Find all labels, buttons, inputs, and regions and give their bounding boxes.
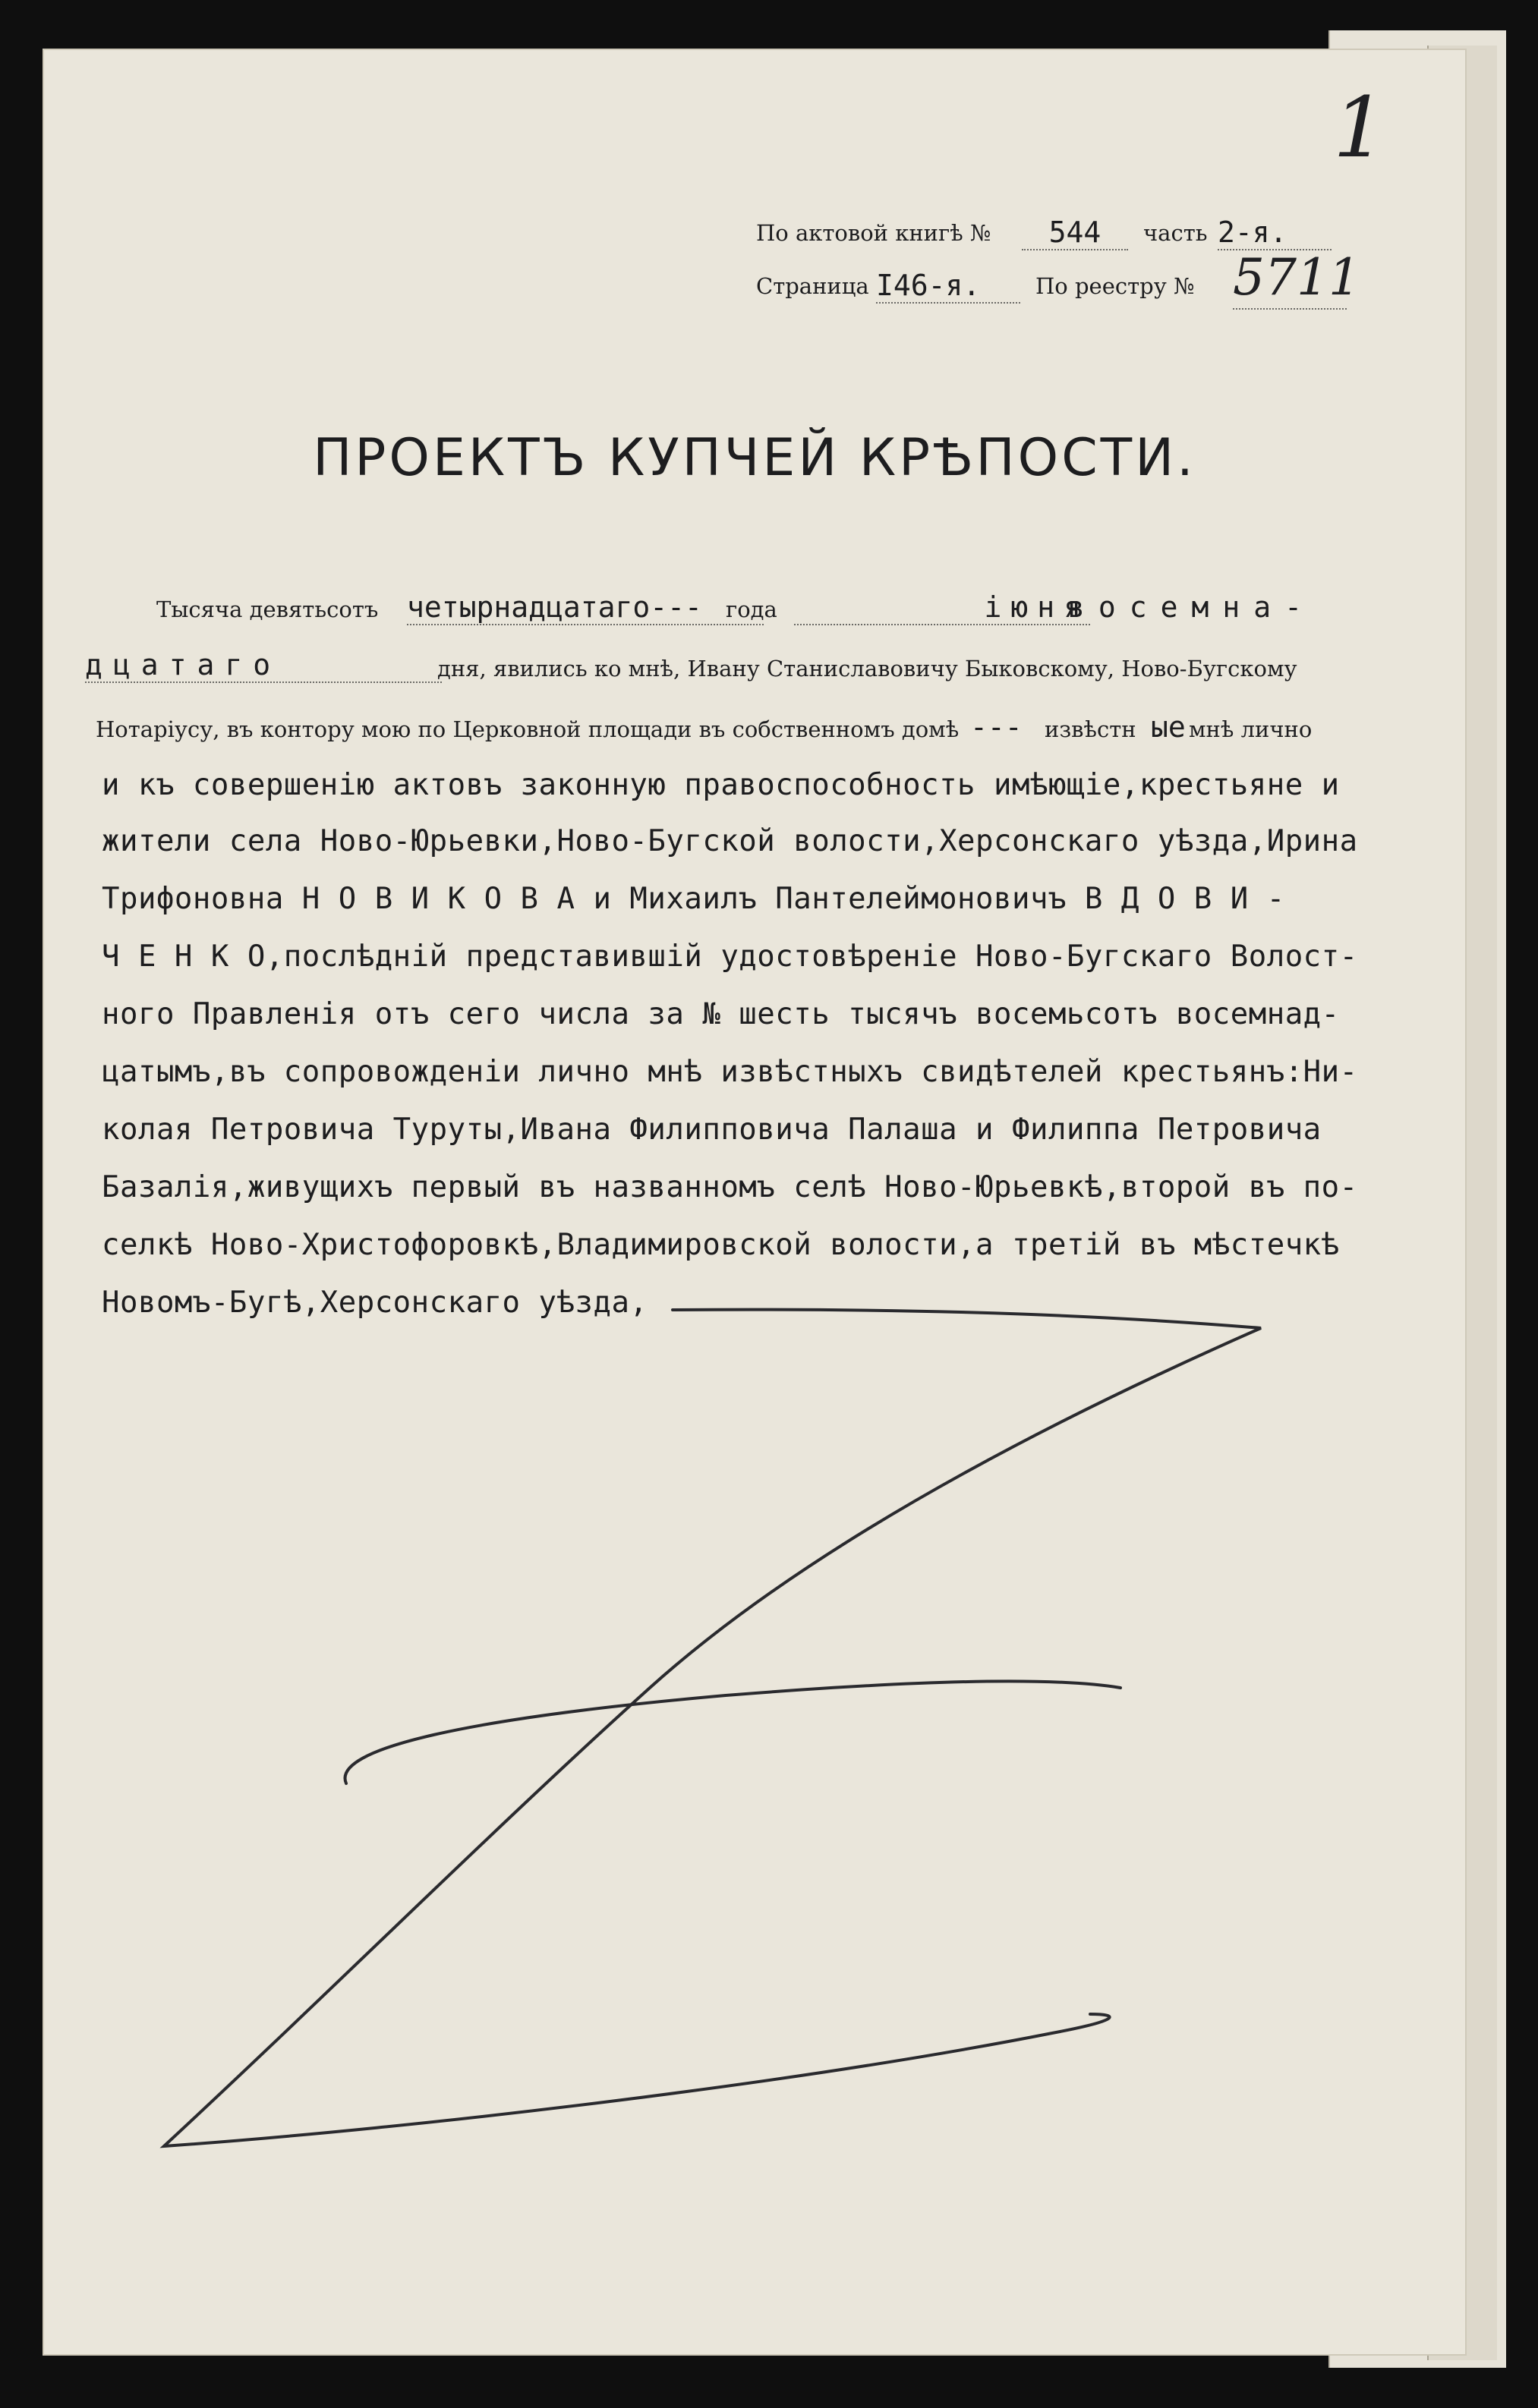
year-prefix: Тысяча девятьсотъ	[156, 596, 379, 622]
house-dash: ---	[970, 710, 1023, 744]
body-line: Трифоновна Н О В И К О В А и Михаилъ Пантелеймоновичъ В Д О В И -	[102, 882, 1285, 916]
body-line: колая Петровича Туруты,Ивана Филипповича Палаша и Филиппа Петровича	[102, 1113, 1322, 1147]
day-value-1: восемна-	[1067, 590, 1316, 624]
body-line: и къ совершенію актовъ законную правоспособность имѣющіе,крестьяне и	[102, 768, 1340, 802]
month-value: іюня	[794, 590, 1090, 625]
office-text: Нотаріусу, въ контору мою по Церковной площади въ собственномъ домѣ	[96, 716, 960, 742]
year-suffix: года	[726, 596, 777, 622]
body-line: Новомъ-Бугѣ,Херсонскаго уѣзда,	[102, 1286, 648, 1320]
book-label: По актовой книгѣ №	[756, 220, 991, 246]
body-line: жители села Ново-Юрьевки,Ново-Бугской волости,Херсонскаго уѣзда,Ирина	[102, 824, 1358, 858]
part-label: часть	[1143, 220, 1208, 246]
page-value: I46-я.	[876, 269, 1020, 304]
page-label: Страница	[756, 273, 869, 299]
body-line: Базалія,живущихъ первый въ названномъ селѣ Ново-Юрьевкѣ,второй въ по-	[102, 1170, 1358, 1204]
register-label: По реестру №	[1035, 273, 1195, 299]
document-title: ПРОЕКТЪ КУПЧЕЙ КРѢПОСТИ.	[313, 428, 1196, 488]
notary-text: дня, явились ко мнѣ, Ивану Станиславовичу Быковскому, Ново-Бугскому	[437, 656, 1297, 681]
cancellation-stroke	[43, 49, 1467, 2356]
known-prefix: извѣстн	[1045, 716, 1136, 742]
body-line: ного Правленія отъ сего числа за № шесть тысячъ восемьсотъ восемнад-	[102, 997, 1340, 1031]
book-number: 544	[1022, 216, 1128, 250]
body-line: селкѣ Ново-Христофоровкѣ,Владимировской волости,а третій въ мѣстечкѣ	[102, 1228, 1340, 1262]
known-suffix: ые	[1151, 710, 1186, 744]
day-value-2: дцатаго	[85, 648, 442, 683]
known-end: мнѣ лично	[1189, 716, 1313, 742]
year-value: четырнадцатаго---	[407, 590, 764, 625]
page-number: 1	[1333, 79, 1386, 176]
body-line: Ч Е Н К О,послѣдній представившій удостовѣреніе Ново-Бугскаго Волост-	[102, 940, 1358, 974]
body-line: цатымъ,въ сопровожденіи лично мнѣ извѣстныхъ свидѣтелей крестьянъ:Ни-	[102, 1055, 1358, 1089]
register-value: 5711	[1233, 247, 1347, 310]
part-value: 2-я.	[1218, 216, 1332, 250]
document-page	[43, 49, 1467, 2356]
